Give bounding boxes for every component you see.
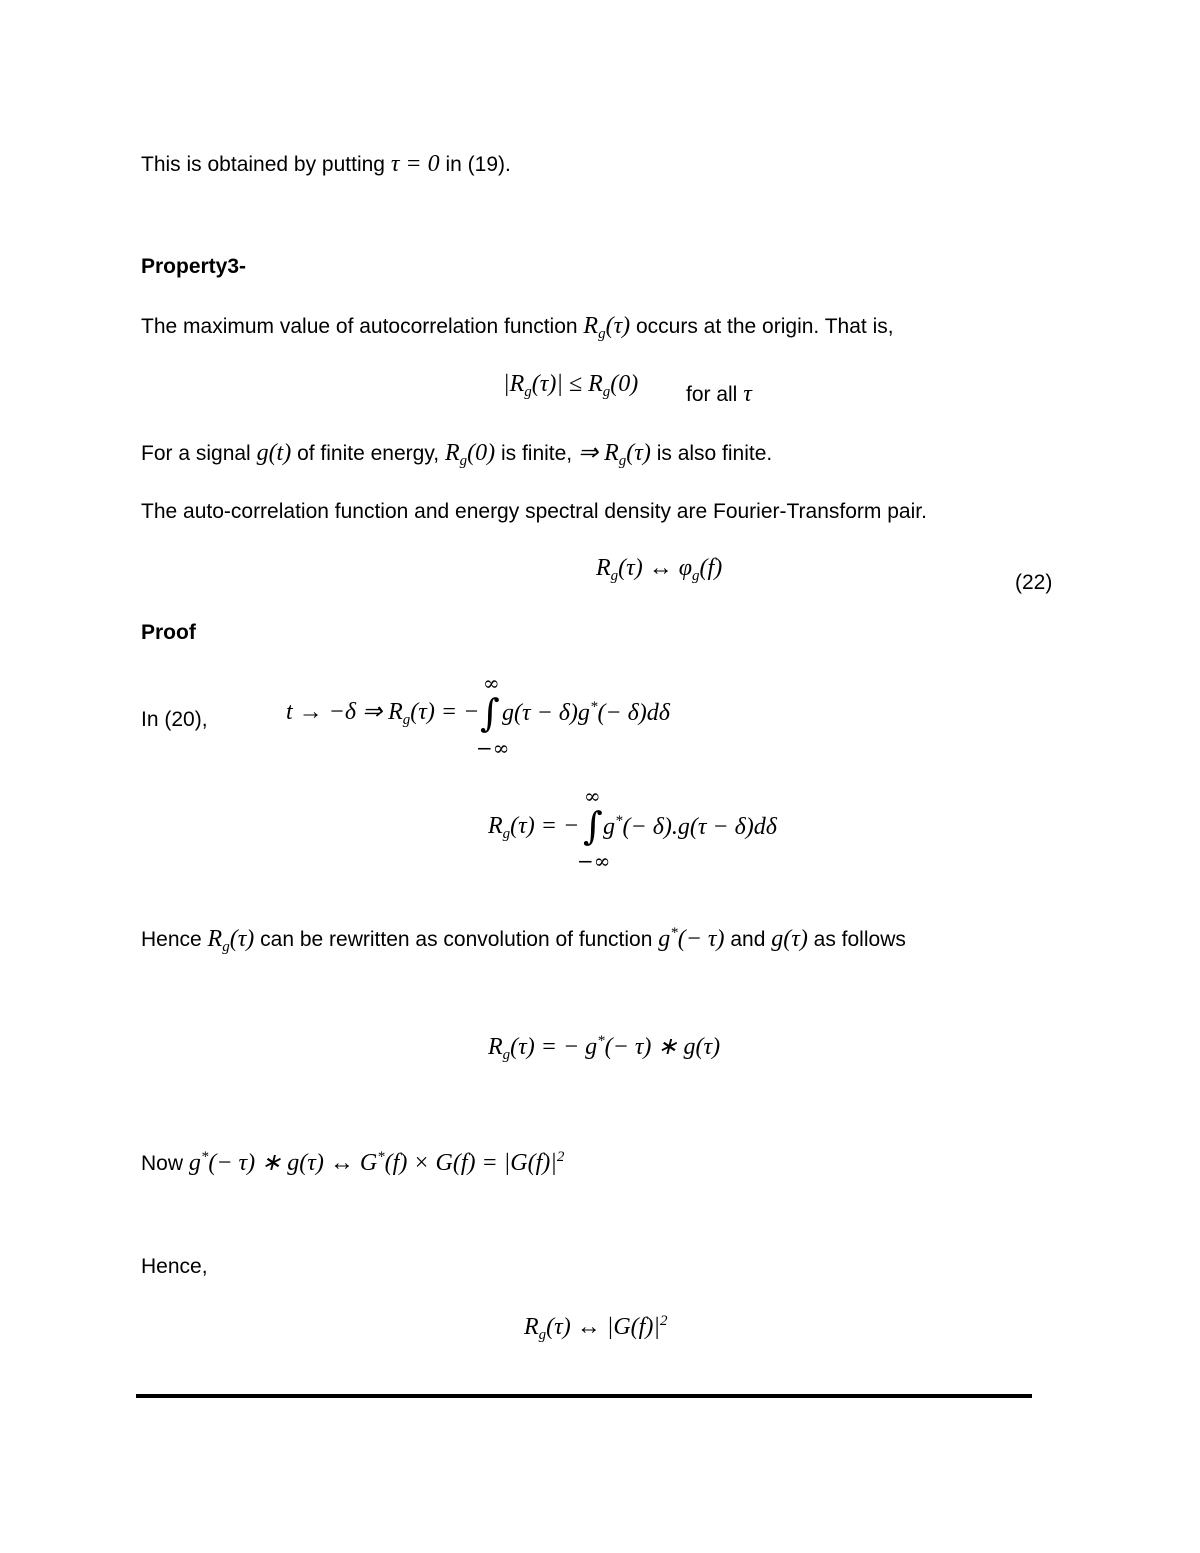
- text-line-2: [141, 314, 894, 342]
- equation-number-22: (22): [1015, 571, 1053, 594]
- in-20-label: In (20),: [141, 708, 208, 731]
- heading-property3: Property3-: [141, 255, 247, 278]
- integral-lower-2: −∞: [577, 849, 611, 873]
- R-zero: $R_g(0)$: [444, 440, 496, 469]
- autocorr-symbol: $R_g(\tau)$: [583, 313, 631, 342]
- signal-g-t: g(t): [256, 440, 292, 466]
- text-line-6: Now g*(− τ) ∗ g(τ) ↔ $G^*(f) \times G(f) = |G(f)|^2$: [141, 1149, 565, 1176]
- R-g-tau: $R_g(\tau)$: [207, 926, 255, 955]
- footer-rule: [136, 1394, 1032, 1398]
- g-tau: g(τ): [771, 926, 808, 952]
- integrand-2: g*(− δ).g(τ − δ)dδ: [603, 813, 777, 840]
- heading-proof: Proof: [141, 621, 196, 644]
- p1-after: in (19).: [445, 153, 511, 176]
- integral-sign-2: ∫: [583, 804, 603, 848]
- eq20b-lhs: $R_g(\tau)$ = −: [488, 813, 580, 842]
- convolution-equation: $R_g(\tau)$ = − g*(− τ) ∗ g(τ): [488, 1033, 721, 1063]
- integral-upper-2: ∞: [584, 784, 601, 808]
- integral-upper-1: ∞: [483, 671, 500, 695]
- eq20-transform: t → −δ ⇒ $R_g(\tau)$ = −: [286, 699, 480, 728]
- text-line-1: [141, 152, 511, 176]
- tau-equals-zero: τ = 0: [390, 151, 440, 177]
- p2-after: occurs at the origin. That is,: [636, 315, 894, 338]
- text-line-7: Hence,: [141, 1255, 208, 1278]
- fourier-pair-equation: g*(− τ) ∗ g(τ) ↔ $G^*(f) \times G(f) = |G(f)|^2$: [188, 1149, 565, 1176]
- equation-22: $R_g(\tau)$ ↔ $\varphi_g(f)$: [596, 555, 723, 584]
- for-all-text: for all τ: [686, 381, 752, 407]
- text-line-5: Hence $R_g(\tau)$ can be rewritten as convolution of function g*(− τ) and g(τ) as follows: [141, 925, 906, 955]
- implies-R: ⇒ $R_g(\tau)$: [577, 440, 651, 469]
- inequality-equation: $|R_g(\tau)| \le R_g(0)$: [503, 371, 639, 400]
- p1-before: This is obtained by putting: [141, 153, 385, 176]
- integral-sign-1: ∫: [480, 691, 500, 735]
- text-line-4: The auto-correlation function and energy spectral density are Fourier-Transform pair.: [141, 500, 927, 523]
- integral-lower-1: −∞: [476, 736, 510, 760]
- g-star-minus-tau: g*(− τ): [658, 925, 725, 952]
- p2-before: The maximum value of autocorrelation function: [141, 315, 578, 338]
- final-equation: $R_g(\tau)$ ↔ $|G(f)|^2$: [524, 1313, 668, 1343]
- integrand-1: g(τ − δ)g*(− δ)dδ: [502, 699, 670, 726]
- text-line-3: For a signal g(t) of finite energy, $R_g(0)$ is finite, ⇒ $R_g(\tau)$ is also finite.: [141, 440, 773, 469]
